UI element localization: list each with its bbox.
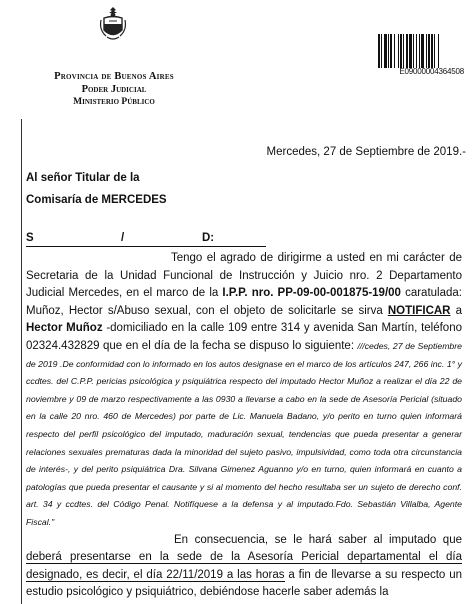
notificar-word: NOTIFICAR [387, 304, 451, 317]
letter-body [26, 250, 462, 602]
accused-name: Hector Muñoz [26, 322, 103, 335]
paragraph-1 [26, 250, 462, 532]
p1-text-c: a [450, 304, 462, 317]
sdp-d: D: [202, 232, 215, 244]
p2-text-b: a fin de llevarse a su respecto un estudio psicológico y psiquiátrico, debiéndose hacerle saber además la [26, 568, 462, 599]
letter-date: Mercedes, 27 de Septiembre de 2019.- [266, 146, 466, 158]
sdp-slash: / [121, 232, 125, 244]
coat-of-arms-icon [98, 6, 128, 42]
resolution-quote: ///cedes, 27 de Septiembre de 2019 .De conformidad con lo informado en los autos designase en el marco de los artículos 247, 266 inc. 1° y ccdtes. del C.P.P. pericias psicológica y psiquiátrica respecto del imputado Hector Muñoz a realizar el día 22 de noviembre y 09 de marzo respectivamente a las 0930 a llevarse a cabo en la sede de Asesoría Pericial (situado en la calle 20 nro. 460 de Mercedes) por parte de Lic. Manuela Badano, y/o perito en turno quien informará respecto del perfil psicológico del imputado, maduración sexual, tendencias que pueda presentar a generar relaciones sexuales prematuras dada la minoridad del sujeto pasivo, impulsividad, como toda otra circunstancia de interés-, y del perito psiquiátrica Dra. Silvana Gimenez Aguanno y/o en turno, quien informará en cuanto a patologías que pueda presentar el causante y si al momento del hecho resultaba ser un sujeto de derecho conf. art. 34 y ccdtes. del Código Penal. Notifíquese a la defensa y al imputado.Fdo. Sebastián Villalba, Agente Fiscal." [26, 340, 462, 527]
p2-text-a: En consecuencia, se le hará saber al imputado que [174, 533, 462, 546]
margin-line [21, 119, 22, 604]
sdp-line [26, 232, 266, 247]
ipp-number: I.P.P. nro. PP-09-00-001875-19/00 [222, 287, 401, 300]
institution-line-3: Ministerio Público [73, 97, 155, 107]
p2-underlined: deberá presentarse en la sede de la Asesoría Pericial departamental el día designado, es decir, el día 22/11/2019 a las horas [26, 551, 462, 581]
institution-header [34, 70, 194, 109]
barcode-icon [378, 34, 458, 68]
paragraph-2 [26, 532, 462, 602]
addressee-line-2: Comisaría de MERCEDES [26, 194, 167, 206]
institution-line-1: Provincia de Buenos Aires [54, 71, 174, 82]
p1-text-b: caratulada: Muñoz, Hector s/Abuso sexual, con el objeto de solicitarle se sirva [26, 287, 462, 317]
addressee-line-1: Al señor Titular de la [26, 172, 140, 184]
p1-text-a: Tengo el agrado de dirigirme a usted en mi carácter de Secretaria de la Unidad Funcional de Instrucción y Juicio nro. 2 Departamento Judicial Mercedes, en el marco de la [26, 252, 462, 300]
barcode-number: E09000004364508 [399, 67, 464, 76]
institution-line-2: Poder Judicial [81, 84, 147, 95]
sdp-s: S [26, 232, 34, 244]
p1-text-d: -domiciliado en la calle 109 entre 314 y avenida San Martín, teléfono 02324.432829 que en el día de la fecha se dispuso lo siguiente: [26, 322, 462, 352]
